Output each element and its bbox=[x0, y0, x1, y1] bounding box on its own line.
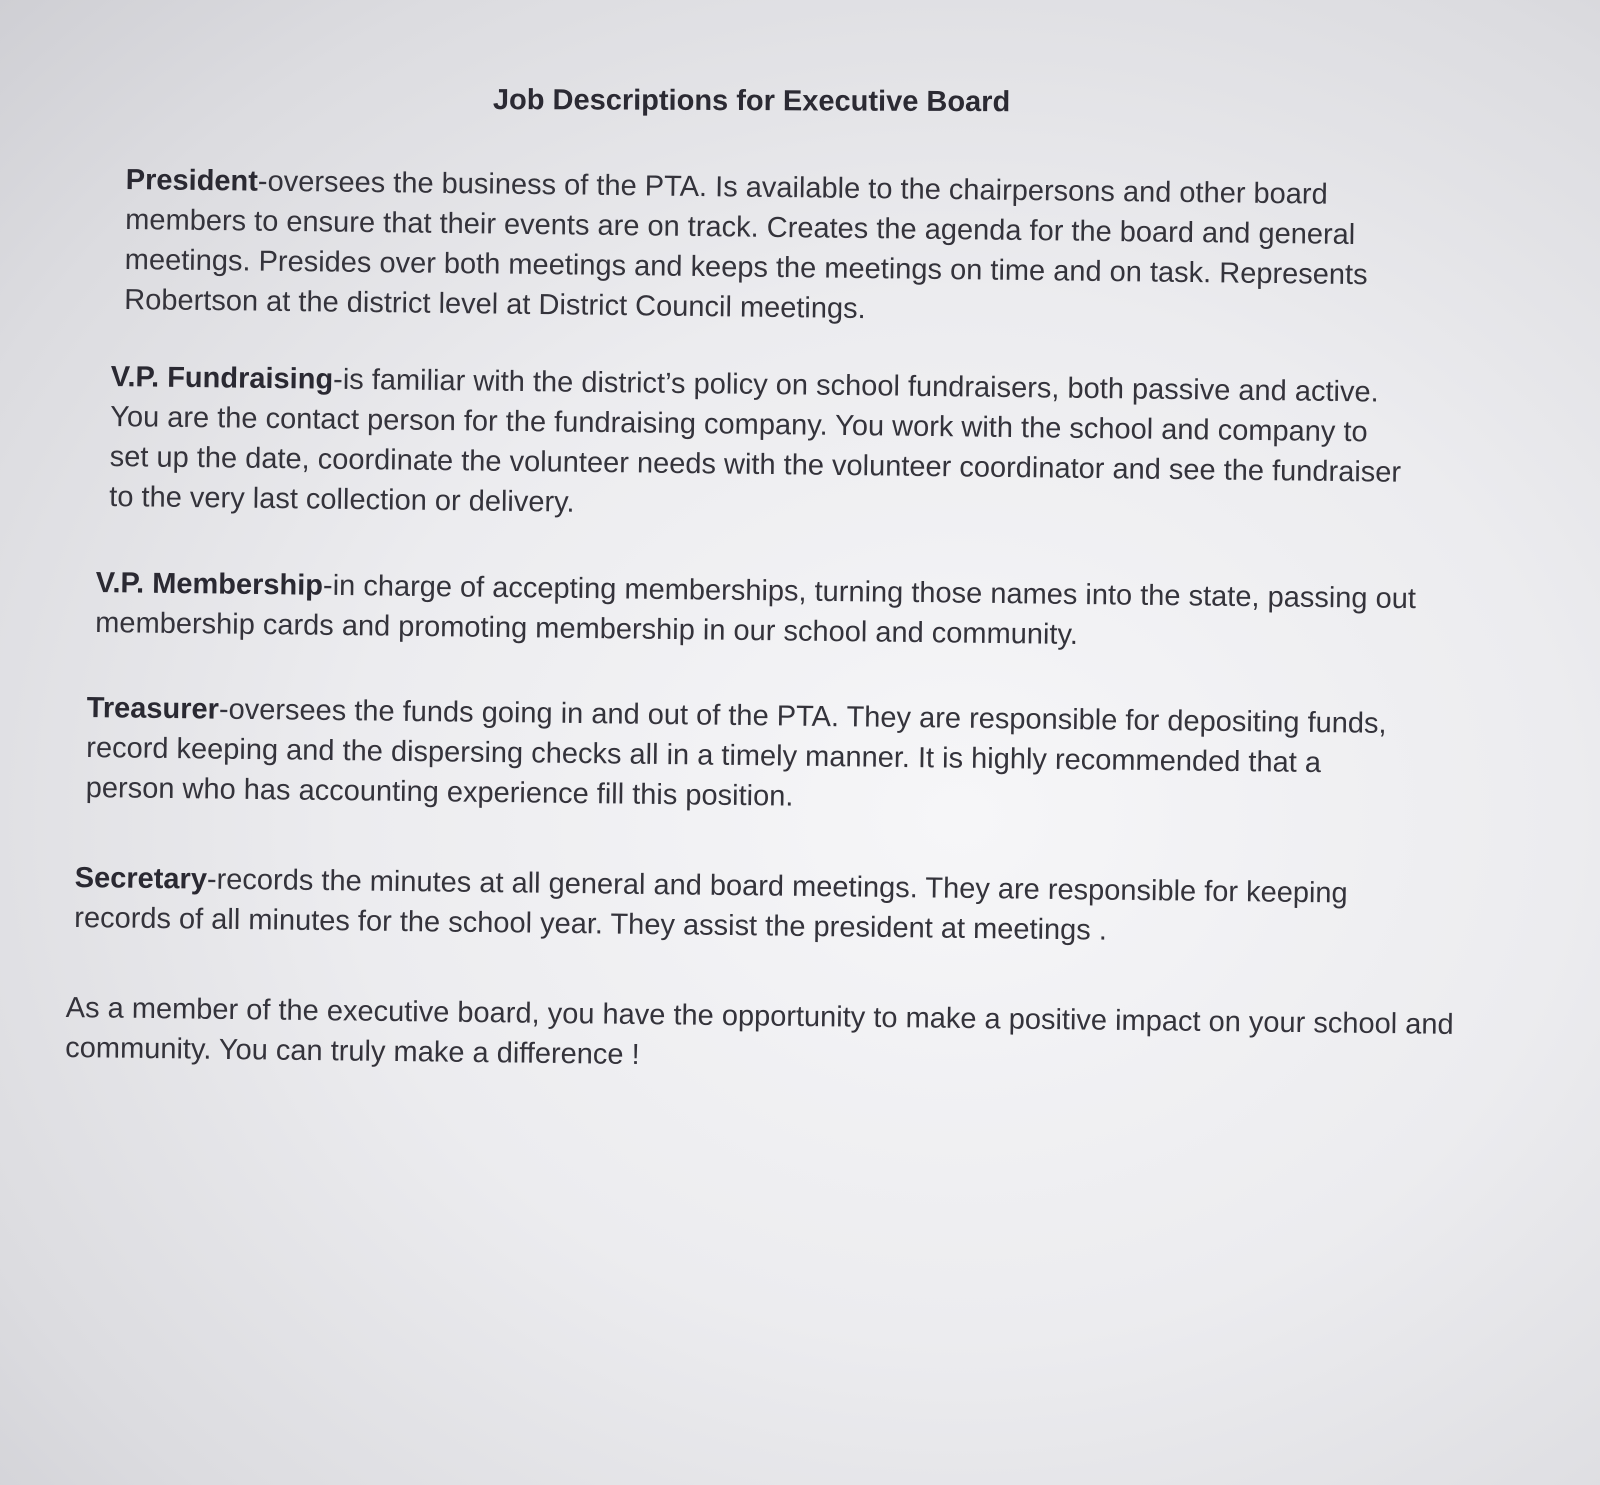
section-president bbox=[124, 160, 1426, 336]
section-vp-fundraising bbox=[109, 357, 1411, 533]
role-title-president: President bbox=[125, 163, 259, 198]
role-description-vp-membership: -in charge of accepting memberships, turning those names into the state, passing out membership cards and promoting membership in our school and community. bbox=[95, 569, 1417, 651]
closing-paragraph: As a member of the executive board, you have the opportunity to make a positive impact on your school and community. You can truly make a difference ! bbox=[65, 991, 1454, 1072]
role-description-secretary: -records the minutes at all general and board meetings. They are responsible for keeping records of all minutes for the school year. They assist the president at meetings . bbox=[74, 863, 1348, 947]
role-title-vp-fundraising: V.P. Fundraising bbox=[110, 360, 334, 396]
role-title-treasurer: Treasurer bbox=[86, 691, 220, 726]
section-secretary bbox=[74, 858, 1445, 955]
role-description-treasurer: -oversees the funds going in and out of the PTA. They are responsible for depositing funds, record keeping and the dispersing checks all in a timely manner. It is highly recommended that a person who has accounting experience fill this position. bbox=[85, 693, 1387, 813]
section-treasurer bbox=[86, 688, 1387, 824]
role-title-vp-membership: V.P. Membership bbox=[95, 566, 324, 602]
role-title-secretary: Secretary bbox=[74, 861, 208, 896]
section-vp-membership bbox=[95, 563, 1441, 659]
page-title: Job Descriptions for Executive Board bbox=[492, 84, 1011, 119]
role-description-president: -oversees the business of the PTA. Is available to the chairpersons and other board members to ensure that their events are on track. Creates the agenda for the board and general meetings. Presides over both meetings and keeps the meetings on time and on task. Represents Robertson at the district level at District Council meetings. bbox=[124, 165, 1368, 326]
role-description-vp-fundraising: -is familiar with the district’s policy on school fundraisers, both passive and active. You are the contact person for the fundraising company. You work with the school and company to set up the date, coordinate the volunteer needs with the volunteer coordinator and see the fundraiser to the very last collection or delivery. bbox=[109, 363, 1402, 519]
